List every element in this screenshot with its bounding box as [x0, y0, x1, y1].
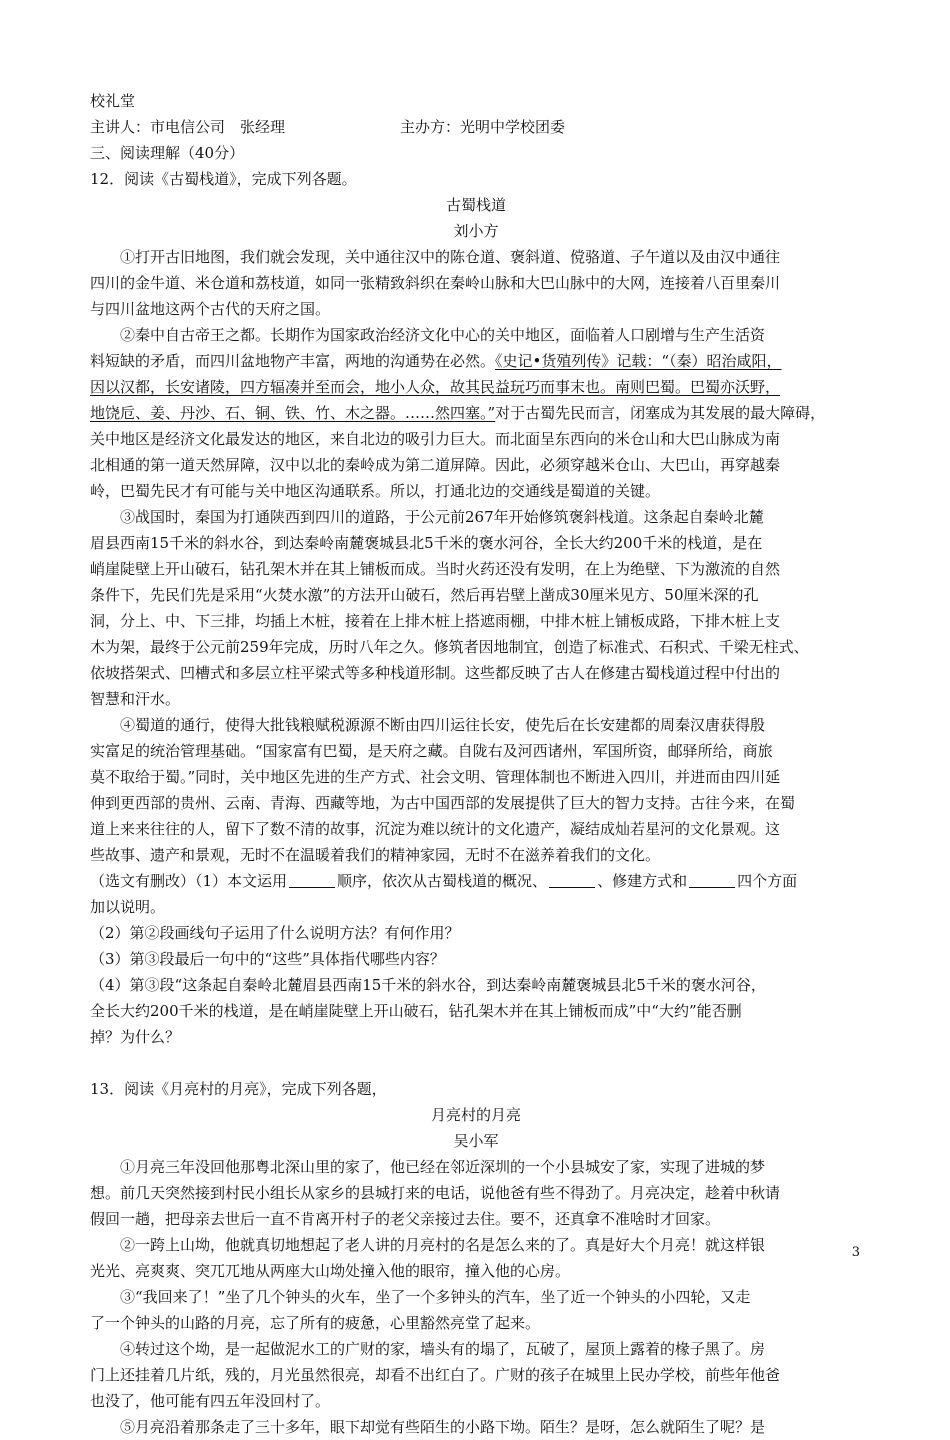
q12-p3-line: 峭崖陡壁上开山破石，钻孔架木并在其上铺板而成。当时火药还没有发明，在上为绝壁、下为激流的自然: [90, 560, 781, 578]
q12-question-4: （4）第③段“这条起自秦岭北麓眉县西南15千米的斜水谷，到达秦岭南麓褒城县北5千米的褒水河谷，: [90, 976, 766, 994]
q13-article-title: 月亮村的月亮: [430, 1106, 521, 1124]
answer-blank[interactable]: [289, 871, 335, 888]
q12-intro: 12．阅读《古蜀栈道》，完成下列各题。: [90, 170, 357, 188]
q1-text: 四个方面: [737, 872, 798, 890]
q12-author: 刘小方: [453, 222, 499, 240]
answer-blank[interactable]: [689, 871, 735, 888]
q1-text: 、修建方式和: [597, 872, 688, 890]
q12-question-4: 掉？为什么？: [90, 1028, 181, 1046]
q12-p2-line: 岭，巴蜀先民才有可能与关中地区沟通联系。所以，打通北边的交通线是蜀道的关键。: [90, 482, 661, 500]
q12-p2-line: [90, 348, 862, 374]
q12-question-1-cont: 加以说明。: [90, 898, 166, 916]
spacer: [90, 1050, 862, 1076]
q12-p4-line: 实富足的统治管理基础。“国家富有巴蜀，是天府之藏。自陇右及河西诸州，军国所资，邮驿所给，商旅: [90, 742, 773, 760]
q1-text: （选文有删改）（1）本文运用: [90, 872, 288, 890]
q1-text: 顺序，依次从古蜀栈道的概况、: [337, 872, 548, 890]
q13-p5-line: ⑤月亮沿着那条走了三十多年，眼下却觉有些陌生的小路下坳。陌生？是呀，怎么就陌生了呢？是: [120, 1418, 766, 1436]
q12-p2-text: 对于古蜀先民而言，闭塞成为其发展的最大障碍，: [495, 404, 826, 422]
q12-p2-line: [90, 374, 862, 400]
q12-p4-line: ④蜀道的通行，使得大批钱粮赋税源源不断由四川运往长安，使先后在长安建都的周秦汉唐获得殷: [120, 716, 766, 734]
q12-p2-line: [90, 400, 862, 426]
speaker-text: 主讲人：市电信公司 张经理: [90, 118, 286, 136]
header-line: 校礼堂: [90, 92, 136, 110]
underlined-sentence: 地饶卮、姜、丹沙、石、铜、铁、竹、木之器。……然四塞。”: [90, 404, 496, 422]
q12-question-2: （2）第②段画线句子运用了什么说明方法？有何作用？: [90, 924, 460, 942]
q13-p4-line: 门上还挂着几片纸，残的，月光虽然很亮，却看不出红白了。广财的孩子在城里上民办学校，前些年他爸: [90, 1366, 781, 1384]
q13-p1-line: 想。前几天突然接到村民小组长从家乡的县城打来的电话，说他爸有些不得劲了。月亮决定，趁着中秋请: [90, 1184, 781, 1202]
q13-p2-line: 光光、亮爽爽、突兀兀地从两座大山坳处撞入他的眼帘，撞入他的心房。: [90, 1262, 571, 1280]
speaker-organizer-row: [90, 114, 862, 140]
q12-p3-line: 智慧和汗水。: [90, 690, 181, 708]
q12-p3-line: ③战国时，秦国为打通陕西到四川的道路，于公元前267年开始修筑褒斜栈道。这条起自秦岭北麓: [120, 508, 764, 526]
q12-p2-text: 料短缺的矛盾，而四川盆地物产丰富，两地的沟通势在必然。: [90, 352, 496, 370]
q12-p4-line: 伸到更西部的贵州、云南、青海、西藏等地，为古中国西部的发展提供了巨大的智力支持。古往今来，在蜀: [90, 794, 796, 812]
q12-p2-line: ②秦中自古帝王之都。长期作为国家政治经济文化中心的关中地区，面临着人口剧增与生产生活资: [120, 326, 766, 344]
q12-p3-line: 依坡搭架式、凹槽式和多层立柱平梁式等多种栈道形制。这些都反映了古人在修建古蜀栈道过程中付出的: [90, 664, 781, 682]
q12-p3-line: 条件下，先民们先是采用“火焚水激”的方法开山破石，然后再岩壁上凿成30厘米见方、50厘米深的孔: [90, 586, 759, 604]
underlined-sentence: 因以汉都，长安诸陵，四方辐凑并至而会，地小人众，故其民益玩巧而事末也。南则巴蜀。巴蜀亦沃野，: [90, 378, 781, 396]
q12-question-3: （3）第③段最后一句中的“这些”具体指代哪些内容？: [90, 950, 445, 968]
q13-p4-line: ④转过这个坳，是一起做泥水工的广财的家，墙头有的塌了，瓦破了，屋顶上露着的椽子黑了。房: [120, 1340, 766, 1358]
q13-p3-line: 了一个钟头的山路的月亮，忘了所有的疲惫，心里豁然亮堂了起来。: [90, 1314, 541, 1332]
q12-article-title: 古蜀栈道: [445, 196, 506, 214]
q12-p2-line: 关中地区是经济文化最发达的地区，来自北边的吸引力巨大。而北面呈东西向的米仓山和大巴山脉成为南: [90, 430, 781, 448]
answer-blank[interactable]: [549, 871, 595, 888]
section-title: 三、阅读理解（40分）: [90, 144, 245, 162]
organizer-text: 主办方：光明中学校团委: [400, 118, 566, 136]
q13-p3-line: ③“我回来了！”坐了几个钟头的火车，坐了一个多钟头的汽车，坐了近一个钟头的小四轮，又走: [120, 1288, 751, 1306]
q12-p3-line: 洞，分上、中、下三排，均插上木桩，接着在上排木桩上搭遮雨棚，中排木桩上铺板成路，下排木桩上支: [90, 612, 781, 630]
q12-p3-line: 眉县西南15千米的斜水谷，到达秦岭南麓褒城县北5千米的褒水河谷，全长大约200千米的栈道，是在: [90, 534, 763, 552]
q12-p4-line: 莫不取给于蜀。”同时，关中地区先进的生产方式、社会文明、管理体制也不断进入四川，并进而由四川延: [90, 768, 781, 786]
q13-p2-line: ②一跨上山坳，他就真切地想起了老人讲的月亮村的名是怎么来的了。真是好大个月亮！就这样银: [120, 1236, 766, 1254]
q13-p1-line: 假回一趟，把母亲去世后一直不肯离开村子的老父亲接过去住。要不，还真拿不准啥时才回家。: [90, 1210, 721, 1228]
q13-p1-line: ①月亮三年没回他那粤北深山里的家了，他已经在邻近深圳的一个小县城安了家，实现了进城的梦: [120, 1158, 766, 1176]
q12-p4-line: 道上来来往往的人，留下了数不清的故事，沉淀为难以统计的文化遗产，凝结成灿若星河的文化景观。这: [90, 820, 781, 838]
q12-p1-line: 与四川盆地这两个古代的天府之国。: [90, 300, 331, 318]
q13-p4-line: 也没了，他可能有四五年没回村了。: [90, 1392, 331, 1410]
q12-p1-line: ①打开古旧地图，我们就会发现，关中通往汉中的陈仓道、褒斜道、傥骆道、子午道以及由汉中通往: [120, 248, 781, 266]
q12-question-4: 全长大约200千米的栈道，是在峭崖陡壁上开山破石，钻孔架木并在其上铺板而成”中“大约”能否删: [90, 1002, 742, 1020]
q12-p4-line: 些故事、遗产和景观，无时不在温暖着我们的精神家园，无时不在滋养着我们的文化。: [90, 846, 661, 864]
q12-question-1: [90, 868, 862, 894]
q12-p3-line: 木为架，最终于公元前259年完成，历时八年之久。修筑者因地制宜，创造了标准式、石积式、千梁无柱式、: [90, 638, 809, 656]
q12-p2-line: 北相通的第一道天然屏障，汉中以北的秦岭成为第二道屏障。因此，必须穿越米仓山、大巴山，再穿越秦: [90, 456, 781, 474]
q13-author: 吴小军: [453, 1132, 499, 1150]
page-content: [90, 88, 862, 1440]
q12-p1-line: 四川的金牛道、米仓道和荔枝道，如同一张精致斜织在秦岭山脉和大巴山脉中的大网，连接着八百里秦川: [90, 274, 781, 292]
page-number: 3: [851, 1245, 860, 1260]
underlined-sentence: 《史记•货殖列传》记载：“（秦）昭治咸阳，: [495, 352, 782, 370]
q13-intro: 13．阅读《月亮村的月亮》，完成下列各题，: [90, 1080, 387, 1098]
